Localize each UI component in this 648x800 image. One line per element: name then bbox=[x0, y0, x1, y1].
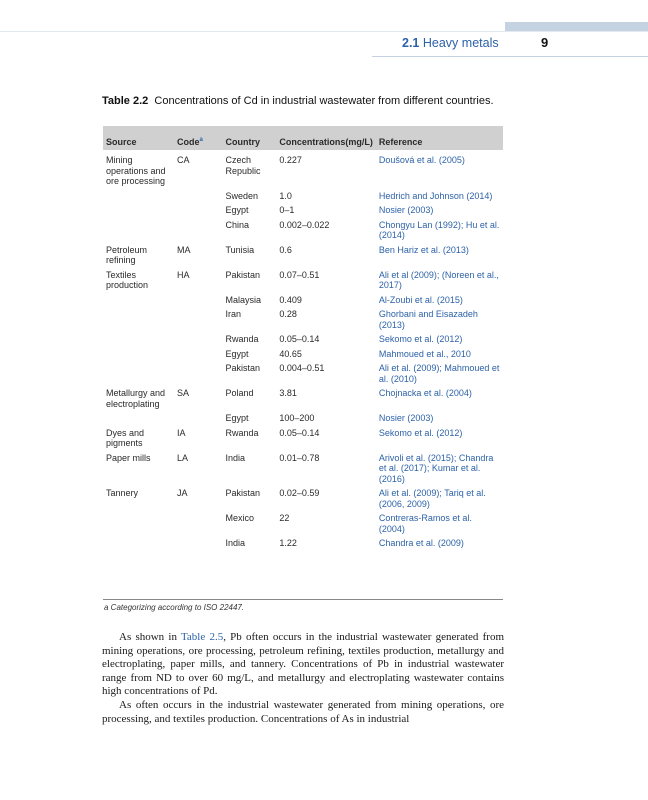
body-paragraph-1 bbox=[102, 631, 504, 699]
cell-code bbox=[174, 220, 222, 245]
cell-source: Tannery bbox=[106, 488, 139, 498]
table-row bbox=[103, 413, 503, 428]
cell-concentration: 0.227 bbox=[279, 155, 302, 165]
cell-country: Rwanda bbox=[225, 427, 259, 438]
table-row bbox=[103, 488, 503, 513]
running-head bbox=[402, 36, 499, 50]
table-row bbox=[103, 349, 503, 364]
cell-code bbox=[174, 413, 222, 428]
cell-code bbox=[174, 349, 222, 364]
col-header-country: Country bbox=[222, 126, 276, 150]
cell-country: Egypt bbox=[225, 413, 249, 423]
page-number: 9 bbox=[541, 35, 549, 50]
cell-country: China bbox=[225, 219, 249, 230]
cell-reference[interactable]: Chandra et al. (2009) bbox=[378, 538, 464, 548]
cell-code: SA bbox=[176, 388, 189, 398]
cell-source bbox=[103, 538, 174, 553]
cell-reference[interactable]: Al-Zoubi et al. (2015) bbox=[378, 294, 463, 305]
table-row bbox=[103, 388, 503, 413]
cell-country: Pakistan bbox=[225, 269, 260, 280]
cell-reference[interactable]: Nosier (2003) bbox=[378, 413, 434, 423]
cell-reference[interactable]: Chongyu Lan (1992); Hu et al. (2014) bbox=[378, 219, 500, 240]
table-title: Concentrations of Cd in industrial wastewater from different countries. bbox=[154, 95, 494, 107]
cd-concentration-table bbox=[103, 126, 503, 553]
table-header-row bbox=[103, 126, 503, 150]
cell-reference[interactable]: Ali et al. (2009); Tariq et al. (2006, 2009) bbox=[378, 488, 486, 509]
cell-code bbox=[174, 513, 222, 538]
table-row bbox=[103, 363, 503, 388]
cell-concentration: 0–1 bbox=[279, 205, 295, 215]
cell-source bbox=[103, 413, 174, 428]
cell-source: Metallurgy and electroplating bbox=[106, 388, 166, 409]
cell-source: Petroleum refining bbox=[106, 244, 148, 265]
section-title: Heavy metals bbox=[422, 36, 499, 50]
cell-reference[interactable]: Sekomo et al. (2012) bbox=[378, 427, 463, 438]
cell-reference[interactable]: Mahmoued et al., 2010 bbox=[378, 348, 471, 359]
cell-source bbox=[103, 513, 174, 538]
cell-country: Tunisia bbox=[225, 244, 255, 255]
cell-code: IA bbox=[176, 427, 186, 438]
cell-code: HA bbox=[176, 269, 190, 280]
cell-reference[interactable]: Chojnacka et al. (2004) bbox=[378, 388, 472, 398]
table-row bbox=[103, 245, 503, 270]
cell-reference[interactable]: Ali et al (2009); (Noreen et al., 2017) bbox=[378, 269, 499, 290]
cell-source bbox=[103, 220, 174, 245]
cell-code: LA bbox=[176, 452, 188, 463]
cell-source bbox=[103, 205, 174, 220]
col-header-source: Source bbox=[103, 126, 174, 150]
header-divider bbox=[0, 31, 648, 32]
cell-code bbox=[174, 538, 222, 553]
table-row bbox=[103, 309, 503, 334]
table-row bbox=[103, 220, 503, 245]
cell-country: Pakistan bbox=[225, 363, 260, 373]
cell-country: Egypt bbox=[225, 205, 249, 215]
cell-concentration: 0.6 bbox=[279, 244, 292, 255]
cell-concentration: 0.01–0.78 bbox=[279, 452, 320, 463]
cell-source: Textiles production bbox=[106, 269, 149, 290]
cell-country: Sweden bbox=[225, 190, 258, 201]
cell-concentration: 0.05–0.14 bbox=[279, 334, 320, 344]
cell-concentration: 0.004–0.51 bbox=[279, 363, 325, 373]
table-row bbox=[103, 191, 503, 206]
cell-reference[interactable]: Arivoli et al. (2015); Chandra et al. (2017); Kumar et al. (2016) bbox=[378, 452, 494, 484]
table-footnote: a Categorizing according to ISO 22447. bbox=[104, 603, 245, 612]
col-header-code-label: Code bbox=[176, 136, 200, 147]
cell-code: JA bbox=[176, 488, 188, 498]
cell-code bbox=[174, 334, 222, 349]
cell-country: Rwanda bbox=[225, 334, 259, 344]
table-caption bbox=[102, 94, 502, 108]
cell-reference[interactable]: Sekomo et al. (2012) bbox=[378, 334, 463, 344]
p1-text-before: As shown in bbox=[119, 631, 181, 643]
cell-code: CA bbox=[176, 155, 190, 165]
col-header-reference: Reference bbox=[376, 126, 503, 150]
p1-text-after: , Pb often occurs in the industrial wastewater generated from mining operations, ore processing, petroleum refining, textiles production, metallurgy and electroplating, paper mills, and tannery. Concentrations of Pb in industrial wastewater range from ND to over 60 mg/L, and metallurgy and electroplating wastewater contains high concentrations of Pd. bbox=[102, 631, 505, 698]
table-row bbox=[103, 150, 503, 191]
footnote-marker: a bbox=[199, 136, 203, 143]
cell-source bbox=[103, 334, 174, 349]
cell-country: Mexico bbox=[225, 513, 254, 523]
cell-concentration: 3.81 bbox=[279, 388, 297, 398]
cell-reference[interactable]: Doušová et al. (2005) bbox=[378, 155, 465, 165]
cell-concentration: 100–200 bbox=[279, 413, 315, 423]
cell-code bbox=[174, 363, 222, 388]
cell-code bbox=[174, 191, 222, 206]
cell-concentration: 0.002–0.022 bbox=[279, 219, 330, 230]
table-label: Table 2.2 bbox=[102, 95, 149, 107]
table-row bbox=[103, 270, 503, 295]
cell-source bbox=[103, 363, 174, 388]
cell-concentration: 0.02–0.59 bbox=[279, 488, 320, 498]
cell-concentration: 22 bbox=[279, 513, 290, 523]
cell-country: Malaysia bbox=[225, 294, 261, 305]
table-row bbox=[103, 513, 503, 538]
cell-country: Pakistan bbox=[225, 488, 260, 498]
cell-source bbox=[103, 191, 174, 206]
table-row bbox=[103, 428, 503, 453]
table-reference-link[interactable]: Table 2.5 bbox=[180, 631, 224, 643]
table-row bbox=[103, 205, 503, 220]
body-paragraph-2: As often occurs in the industrial wastewater generated from mining operations, ore processing, and textiles production. Concentrations of As in industrial bbox=[102, 698, 504, 725]
section-number: 2.1 bbox=[402, 36, 420, 50]
cell-reference[interactable]: Ben Hariz et al. (2013) bbox=[378, 244, 469, 255]
header-rule bbox=[372, 56, 648, 57]
cell-concentration: 1.0 bbox=[279, 190, 292, 201]
cell-source: Paper mills bbox=[106, 452, 151, 463]
cell-reference[interactable]: Ali et al. (2009); Mahmoued et al. (2010) bbox=[378, 363, 500, 384]
cell-source bbox=[103, 309, 174, 334]
col-header-code bbox=[174, 126, 222, 150]
cell-country: India bbox=[225, 538, 245, 548]
cell-reference[interactable]: Ghorbani and Eisazadeh (2013) bbox=[378, 309, 478, 330]
header-accent-bar bbox=[505, 22, 648, 31]
cell-country: Iran bbox=[225, 309, 241, 319]
cell-concentration: 0.07–0.51 bbox=[279, 269, 320, 280]
cell-country: Egypt bbox=[225, 348, 249, 359]
cell-concentration: 0.05–0.14 bbox=[279, 427, 320, 438]
table-row bbox=[103, 453, 503, 489]
cell-reference[interactable]: Contreras-Ramos et al. (2004) bbox=[378, 513, 472, 534]
cell-code: MA bbox=[176, 244, 191, 255]
cell-source bbox=[103, 295, 174, 310]
cell-country: India bbox=[225, 452, 245, 463]
cell-source bbox=[103, 349, 174, 364]
table-row bbox=[103, 538, 503, 553]
cell-code bbox=[174, 295, 222, 310]
table-row bbox=[103, 334, 503, 349]
cell-concentration: 0.409 bbox=[279, 294, 302, 305]
table-row bbox=[103, 295, 503, 310]
cell-reference[interactable]: Hedrich and Johnson (2014) bbox=[378, 190, 493, 201]
body-text bbox=[102, 631, 504, 726]
cell-source: Mining operations and ore processing bbox=[106, 155, 166, 186]
cell-country: Poland bbox=[225, 388, 254, 398]
cell-concentration: 0.28 bbox=[279, 309, 297, 319]
cell-concentration: 1.22 bbox=[279, 538, 297, 548]
cell-code bbox=[174, 309, 222, 334]
cell-source: Dyes and pigments bbox=[106, 427, 145, 448]
table-bottom-rule bbox=[103, 599, 503, 600]
cell-reference[interactable]: Nosier (2003) bbox=[378, 205, 434, 215]
col-header-concentration: Concentrations(mg/L) bbox=[276, 126, 376, 150]
cell-concentration: 40.65 bbox=[279, 348, 302, 359]
cell-country: Czech Republic bbox=[225, 155, 261, 176]
cell-code bbox=[174, 205, 222, 220]
